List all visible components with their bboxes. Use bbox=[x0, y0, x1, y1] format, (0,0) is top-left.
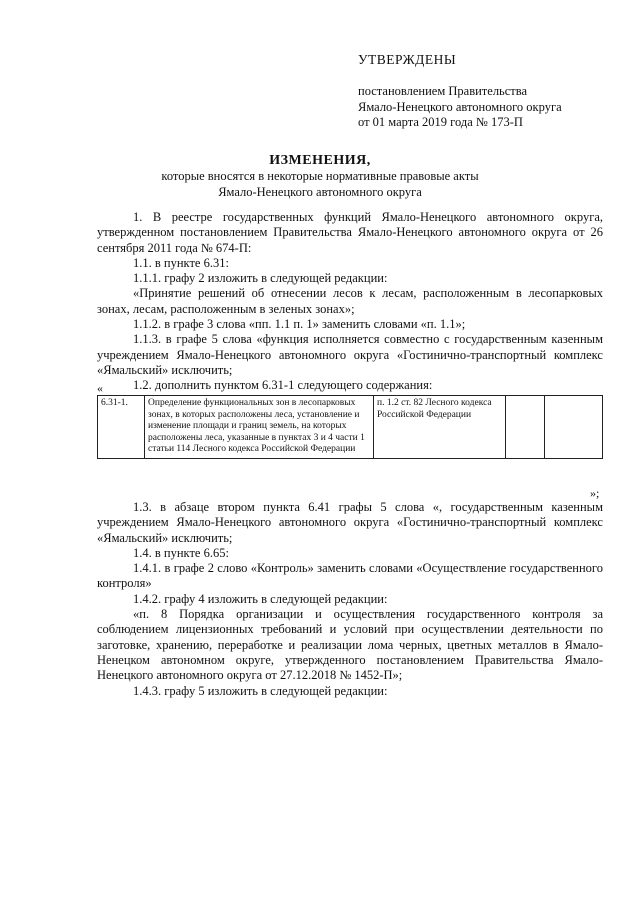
approval-line: Ямало-Ненецкого автономного округа bbox=[358, 99, 562, 114]
paragraph: «Принятие решений об отнесении лесов к лесам, расположенным в лесопарковых зонах, лесам, расположенным в зеленых зонах»; bbox=[97, 286, 603, 316]
paragraph: 1.1.1. графу 2 изложить в следующей редакции: bbox=[133, 271, 388, 286]
table-cell-empty bbox=[545, 396, 603, 459]
registry-table bbox=[97, 395, 603, 459]
table-cell-number: 6.31-1. bbox=[98, 396, 145, 459]
paragraph: 1.4.3. графу 5 изложить в следующей редакции: bbox=[133, 683, 388, 698]
paragraph: 1.4.2. графу 4 изложить в следующей редакции: bbox=[133, 591, 388, 606]
document-title: ИЗМЕНЕНИЯ, bbox=[269, 153, 371, 168]
approval-line: постановлением Правительства bbox=[358, 84, 528, 98]
closing-quote: »; bbox=[590, 486, 600, 500]
table-cell-legal-basis: п. 1.2 ст. 82 Лесного кодекса Российской Федерации bbox=[374, 396, 506, 459]
document-subtitle bbox=[0, 169, 640, 200]
body-text-top bbox=[97, 210, 603, 394]
paragraph: 1.3. в абзаце втором пункта 6.41 графы 5 слова «, государственным казенным учреждением Ямало-Ненецкого автономного округа «Гостинично-транспортный комплекс «Ямальский» исключить; bbox=[97, 500, 603, 545]
body-text-bottom bbox=[97, 500, 603, 699]
paragraph: 1. В реестре государственных функций Ямало-Ненецкого автономного округа, утвержденном постановлением Правительства Ямало-Ненецкого автономного округа от 26 сентября 2011 года № 674-П: bbox=[97, 210, 603, 255]
paragraph: 1.4.1. в графе 2 слово «Контроль» заменить словами «Осуществление государственного контроля» bbox=[97, 561, 603, 591]
paragraph: 1.1.2. в графе 3 слова «пп. 1.1 п. 1» заменить словами «п. 1.1»; bbox=[133, 317, 466, 332]
paragraph: 1.2. дополнить пунктом 6.31-1 следующего содержания: bbox=[133, 378, 433, 393]
table-cell-empty bbox=[506, 396, 545, 459]
subtitle-line: которые вносятся в некоторые нормативные правовые акты bbox=[161, 169, 479, 183]
subtitle-line: Ямало-Ненецкого автономного округа bbox=[218, 184, 422, 199]
approval-stamp-heading: УТВЕРЖДЕНЫ bbox=[358, 52, 457, 67]
paragraph: 1.1.3. в графе 5 слова «функция исполняется совместно с государственным казенным учреждением Ямало-Ненецкого автономного округа «Гостинично-транспортный комплекс «Ямальский» исключить; bbox=[97, 332, 603, 377]
opening-quote: « bbox=[97, 381, 103, 395]
paragraph: 1.4. в пункте 6.65: bbox=[133, 545, 229, 560]
table-row bbox=[98, 396, 603, 459]
paragraph: 1.1. в пункте 6.31: bbox=[133, 255, 229, 270]
approval-line: от 01 марта 2019 года № 173-П bbox=[358, 115, 523, 129]
approval-details bbox=[358, 84, 562, 131]
table-cell-description: Определение функциональных зон в лесопарковых зонах, в которых расположены леса, установление и изменение площади и границ земель, на которых расположены леса, указанные в пунктах 3 и 4 части 1 статьи 114 Лесного кодекса Российской Федерации bbox=[145, 396, 374, 459]
paragraph: «п. 8 Порядка организации и осуществления государственного контроля за соблюдением лицензионных требований и условий при осуществлении деятельности по заготовке, хранению, переработке и реализации лома черных, цветных металлов в Ямало-Ненецком автономном округе, утвержденного постановлением Правительства Ямало-Ненецкого автономного округа от 27.12.2018 № 1452-П»; bbox=[97, 607, 603, 683]
